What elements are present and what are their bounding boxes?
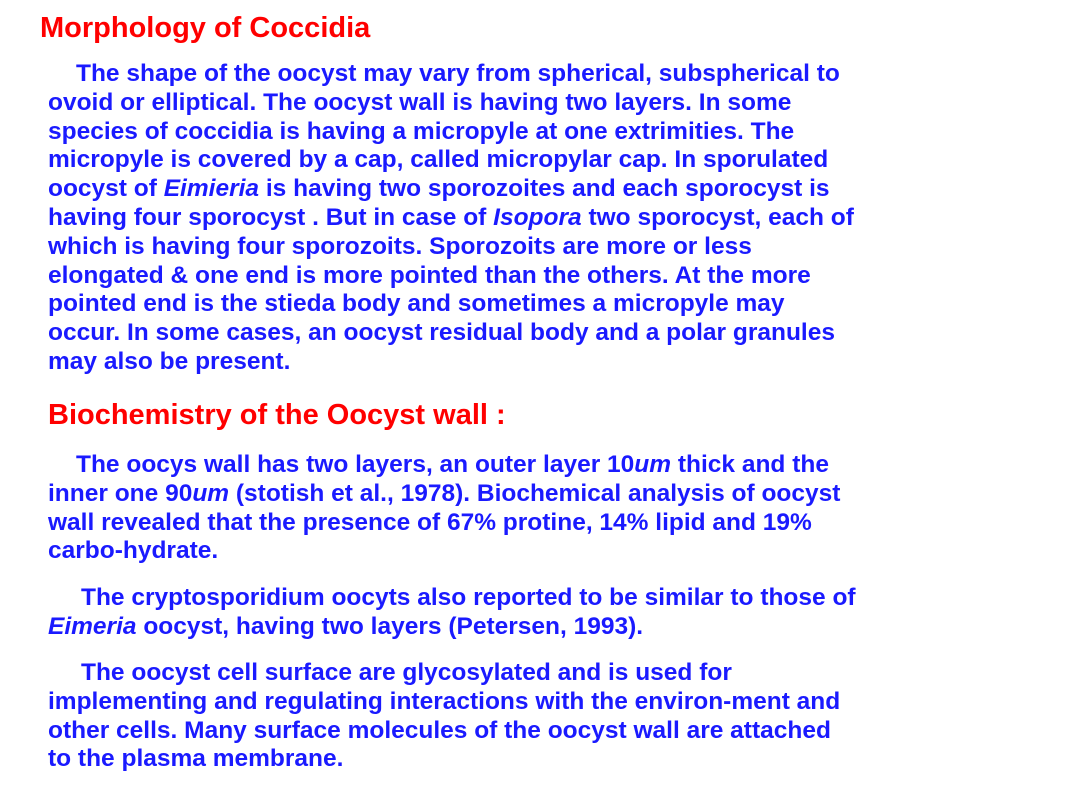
text-line: may also be present.: [48, 347, 291, 375]
text-line: [48, 204, 1058, 233]
text-line: [48, 480, 1058, 509]
text-line: elongated & one end is more pointed than the others. At the more: [48, 261, 811, 289]
text-segment: The oocys wall has two layers, an outer layer 10: [76, 451, 635, 478]
text-line: species of coccidia is having a micropyle at one extrimities. The: [48, 117, 795, 145]
text-line: carbo-hydrate.: [48, 537, 219, 565]
heading-morphology: Morphology of Coccidia: [40, 12, 371, 44]
text-line: other cells. Many surface molecules of the oocyst wall are attached: [48, 716, 831, 744]
text-line: micropyle is covered by a cap, called micropylar cap. In sporulated: [48, 146, 829, 174]
text-line: implementing and regulating interactions with the environ-ment and: [48, 687, 841, 715]
text-segment: thick and the: [671, 451, 829, 478]
italic-genus-name: Isopora: [493, 203, 582, 231]
text-segment: having four sporocyst . But in case of: [48, 203, 494, 231]
text-line: to the plasma membrane.: [48, 745, 344, 773]
text-line: The oocyst cell surface are glycosylated and is used for: [81, 659, 732, 686]
italic-unit: um: [192, 479, 230, 507]
text-line: [48, 175, 1058, 204]
text-line: [48, 451, 1058, 480]
text-line: occur. In some cases, an oocyst residual body and a polar granules: [48, 319, 835, 347]
text-segment: is having two sporozoites and each sporocyst is: [259, 175, 830, 203]
text-line: [48, 613, 1058, 642]
italic-unit: um: [634, 451, 672, 478]
heading-biochemistry: Biochemistry of the Oocyst wall :: [48, 399, 506, 431]
text-line: pointed end is the stieda body and sometimes a micropyle may: [48, 290, 785, 318]
text-line: The cryptosporidium oocyts also reported to be similar to those of: [81, 584, 856, 611]
italic-genus-name: Eimeria: [48, 612, 137, 640]
italic-genus-name: Eimieria: [163, 175, 260, 203]
text-segment: oocyst, having two layers (Petersen, 1993).: [136, 612, 644, 640]
text-line: wall revealed that the presence of 67% protine, 14% lipid and 19%: [48, 508, 812, 536]
text-line: which is having four sporozoits. Sporozoits are more or less: [48, 232, 752, 260]
text-line: The shape of the oocyst may vary from spherical, subspherical to: [76, 60, 840, 87]
text-segment: (stotish et al., 1978). Biochemical analysis of oocyst: [229, 479, 841, 507]
paragraph-cryptosporidium: [48, 584, 1058, 642]
text-line: ovoid or elliptical. The oocyst wall is having two layers. In some: [48, 88, 792, 116]
text-segment: oocyst of: [48, 175, 164, 203]
text-segment: inner one 90: [48, 479, 193, 507]
paragraph-morphology: [48, 60, 1058, 377]
paragraph-cell-surface: [48, 659, 1058, 774]
text-segment: two sporocyst, each of: [581, 203, 854, 231]
paragraph-oocyst-wall-layers: [48, 451, 1058, 566]
